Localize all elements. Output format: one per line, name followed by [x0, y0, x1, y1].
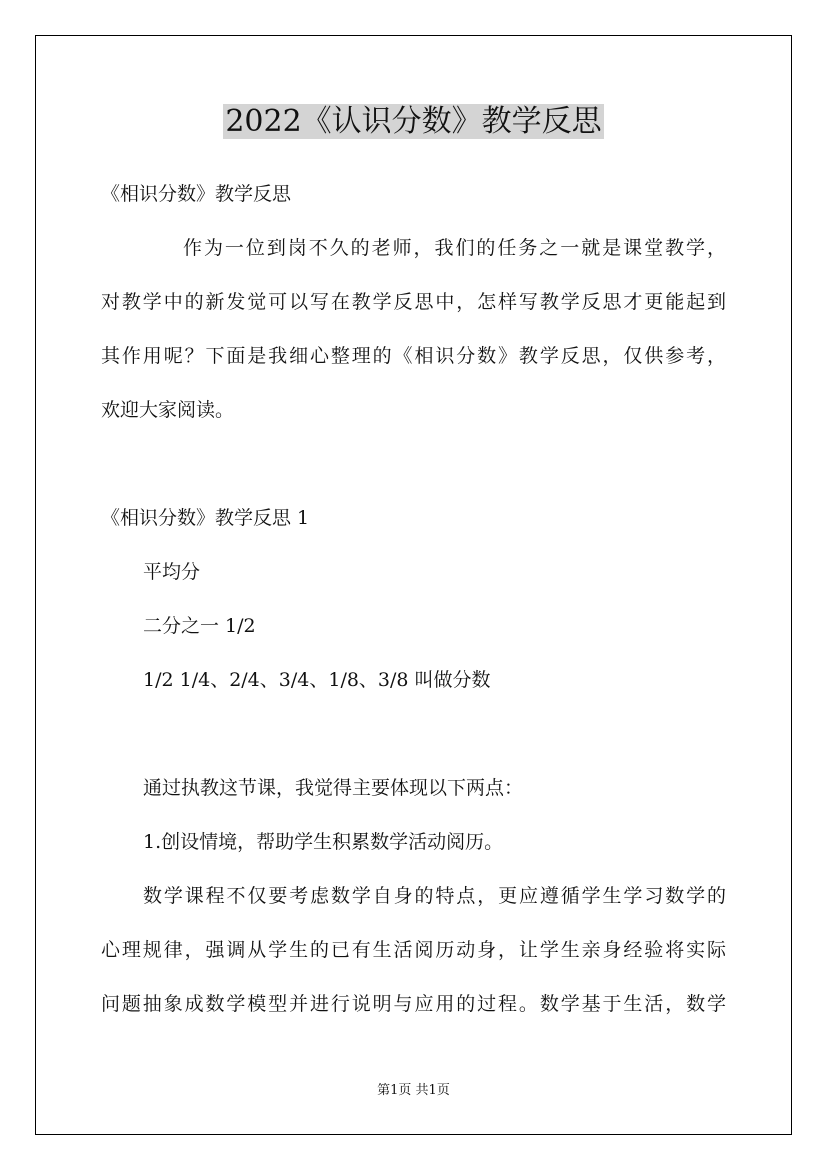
- board-line-2: 二分之一 1/2: [143, 615, 256, 637]
- page-footer: 第1页 共1页: [377, 1083, 450, 1098]
- body-line-3: 问题抽象成数学模型并进行说明与应用的过程。数学基于生活，数学: [101, 993, 726, 1015]
- reflection-lead: 通过执教这节课，我觉得主要体现以下两点：: [143, 777, 524, 799]
- body-line-2: 心理规律，强调从学生的已有生活阅历动身，让学生亲身经验将实际: [101, 939, 726, 961]
- intro-line-1: 作为一位到岗不久的老师，我们的任务之一就是课堂教学，: [183, 237, 726, 259]
- intro-heading: 《相识分数》教学反思: [101, 183, 292, 205]
- intro-line-3: 其作用呢？下面是我细心整理的《相识分数》教学反思，仅供参考，: [101, 345, 726, 367]
- intro-line-4: 欢迎大家阅读。: [101, 399, 235, 421]
- section-heading-1: 《相识分数》教学反思 1: [101, 507, 310, 529]
- point-1: 1.创设情境，帮助学生积累数学活动阅历。: [143, 831, 504, 853]
- board-line-3: 1/2 1/4、2/4、3/4、1/8、3/8 叫做分数: [143, 669, 491, 691]
- document-title: [0, 102, 827, 146]
- intro-line-2: 对教学中的新发觉可以写在教学反思中，怎样写教学反思才更能起到: [101, 291, 726, 313]
- board-line-1: 平均分: [143, 561, 201, 583]
- body-line-1: 数学课程不仅要考虑数学自身的特点，更应遵循学生学习数学的: [143, 885, 726, 907]
- document-title-text: 2022《认识分数》教学反思: [225, 104, 602, 139]
